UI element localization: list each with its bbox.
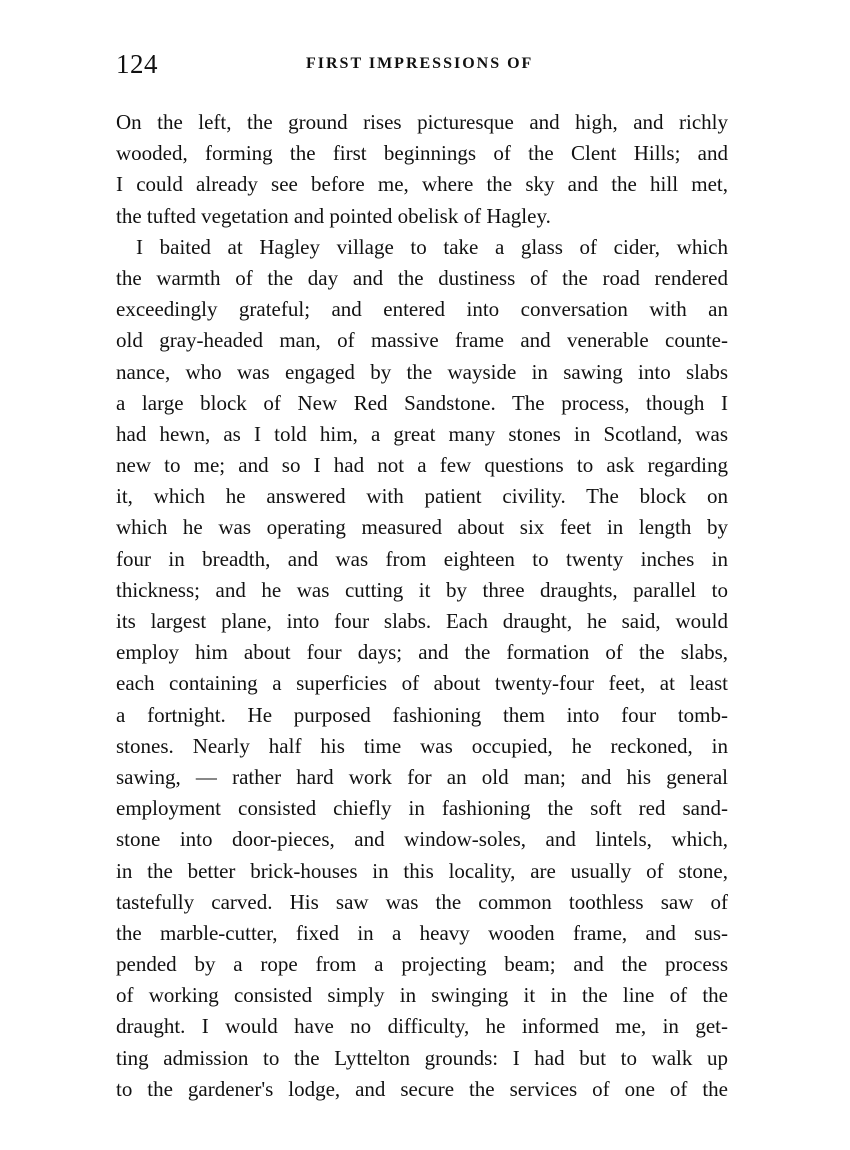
body-text	[116, 107, 728, 1105]
text-line: sawing, — rather hard work for an old man; and his general	[116, 764, 728, 789]
text-line: a large block of New Red Sandstone. The process, though I	[116, 390, 728, 415]
running-title: FIRST IMPRESSIONS OF	[306, 55, 534, 72]
running-head	[116, 46, 728, 82]
text-line: new to me; and so I had not a few questions to ask regarding	[116, 453, 728, 478]
text-line: ting admission to the Lyttelton grounds: I had but to walk up	[116, 1045, 728, 1070]
text-line: to the gardener's lodge, and secure the services of one of the	[116, 1076, 728, 1101]
text-line: tastefully carved. His saw was the common toothless saw of	[116, 889, 728, 914]
text-line: old gray-headed man, of massive frame and venerable counte-	[116, 328, 728, 353]
text-line: nance, who was engaged by the wayside in sawing into slabs	[116, 359, 728, 384]
text-line: of working consisted simply in swinging it in the line of the	[116, 983, 728, 1008]
text-line: the marble-cutter, fixed in a heavy wooden frame, and sus-	[116, 920, 728, 945]
text-line: pended by a rope from a projecting beam; and the process	[116, 952, 728, 977]
text-line: a fortnight. He purposed fashioning them into four tomb-	[116, 702, 728, 727]
text-line: employ him about four days; and the formation of the slabs,	[116, 640, 728, 665]
text-line: had hewn, as I told him, a great many stones in Scotland, was	[116, 421, 728, 446]
text-line: it, which he answered with patient civility. The block on	[116, 484, 728, 509]
text-line: the tufted vegetation and pointed obelisk of Hagley.	[116, 203, 551, 228]
text-line: in the better brick-houses in this locality, are usually of stone,	[116, 858, 728, 883]
text-line: thickness; and he was cutting it by three draughts, parallel to	[116, 577, 728, 602]
text-line: I baited at Hagley village to take a glass of cider, which	[136, 234, 728, 259]
page-number: 124	[116, 49, 158, 79]
text-line: exceedingly grateful; and entered into conversation with an	[116, 297, 728, 322]
text-line: I could already see before me, where the sky and the hill met,	[116, 172, 728, 197]
text-line: its largest plane, into four slabs. Each draught, he said, would	[116, 609, 728, 633]
text-line: each containing a superficies of about twenty-four feet, at least	[116, 671, 728, 696]
text-line: which he was operating measured about six feet in length by	[116, 515, 728, 540]
text-line: draught. I would have no difficulty, he informed me, in get-	[116, 1014, 728, 1039]
text-line: employment consisted chiefly in fashioning the soft red sand-	[116, 796, 728, 821]
text-line: wooded, forming the first beginnings of the Clent Hills; and	[116, 141, 728, 166]
text-line: the warmth of the day and the dustiness of the road rendered	[116, 265, 728, 290]
text-line: stone into door-pieces, and window-soles, and lintels, which,	[116, 827, 728, 852]
text-line: four in breadth, and was from eighteen to twenty inches in	[116, 546, 728, 571]
text-line: stones. Nearly half his time was occupied, he reckoned, in	[116, 733, 728, 758]
text-line: On the left, the ground rises picturesque and high, and richly	[116, 110, 728, 134]
